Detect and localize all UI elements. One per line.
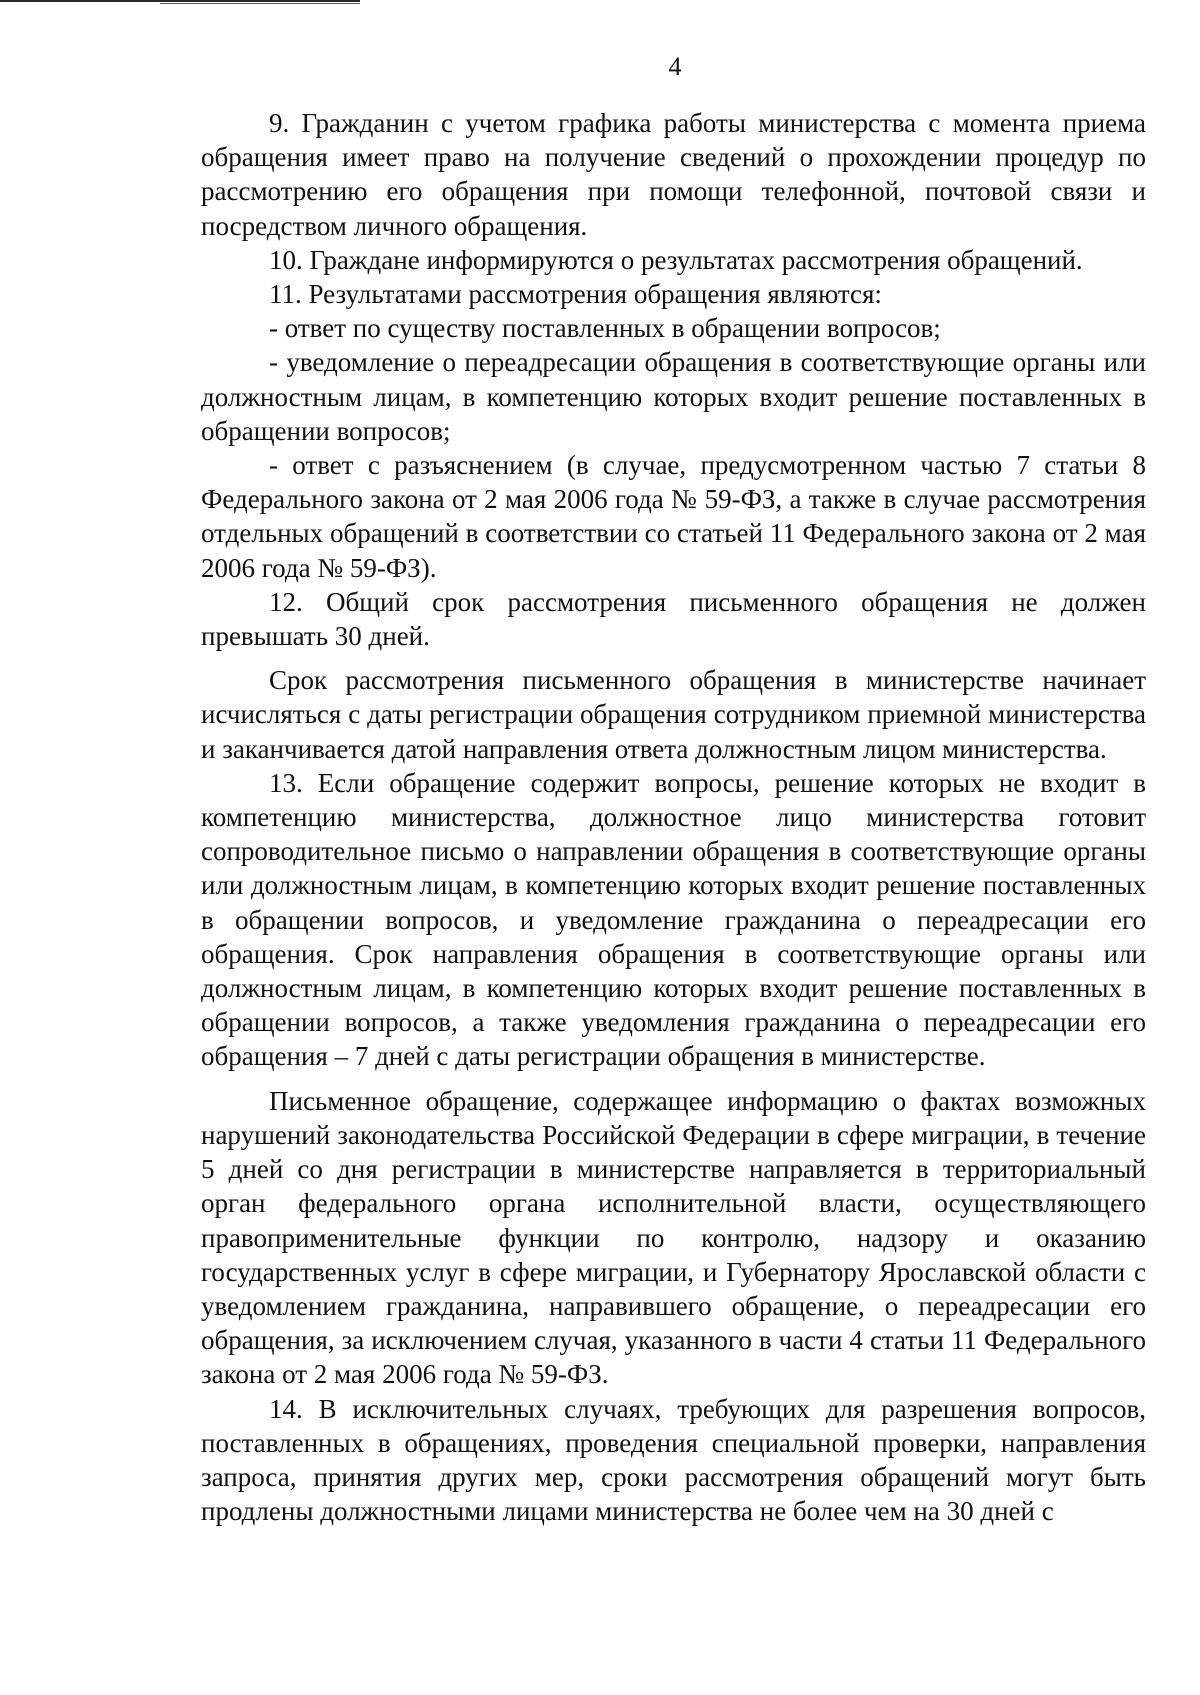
paragraph-9: 9. Гражданин с учетом графика работы министерства с момента приема обращения имеет право на получение сведений о прохождении процедур по рассмотрению его обращения при помощи телефонной, почтовой связи и посредством личного обращения. (201, 108, 1146, 241)
paragraph-10: 10. Граждане информируются о результатах рассмотрения обращений. (269, 244, 1083, 275)
scan-edge-line (0, 0, 360, 2)
paragraph-11: 11. Результатами рассмотрения обращения являются: (269, 279, 882, 310)
scan-edge-line (160, 3, 360, 4)
list-item-explanation: - ответ с разъяснением (в случае, предусмотренном частью 7 статьи 8 Федерального закона от 2 мая 2006 года № 59-ФЗ, а также в случае рассмотрения отдельных обращений в соответствии со статьей 11 Федерального закона от 2 мая 2006 года № 59-ФЗ). (201, 450, 1146, 583)
paragraph-migration: Письменное обращение, содержащее информацию о фактах возможных нарушений законодательства Российской Федерации в сфере миграции, в течение 5 дней со дня регистрации в министерстве направляется в территориальный орган федерального органа исполнительной власти, осуществляющего правоприменительные функции по контролю, надзору и оказанию государственных услуг в сфере миграции, и Губернатору Ярославской области с уведомлением гражданина, направившего обращение, о переадресации его обращения, за исключением случая, указанного в части 4 статьи 11 Федерального закона от 2 мая 2006 года № 59-ФЗ. (201, 1085, 1146, 1390)
paragraph-12: 12. Общий срок рассмотрения письменного обращения не должен превышать 30 дней. (201, 586, 1146, 652)
paragraph-term-start: Срок рассмотрения письменного обращения в министерстве начинает исчисляться с даты регистрации обращения сотрудником приемной министерства и заканчивается датой направления ответа должностным лицом министерства. (201, 665, 1146, 764)
list-item-answer: - ответ по существу поставленных в обращении вопросов; (269, 313, 941, 344)
page-number: 4 (668, 52, 682, 81)
list-item-redirect-notice: - уведомление о переадресации обращения в соответствующие органы или должностным лицам, в компетенцию которых входит решение поставленных в обращении вопросов; (201, 347, 1146, 446)
paragraph-14: 14. В исключительных случаях, требующих для разрешения вопросов, поставленных в обращениях, проведения специальной проверки, направления запроса, принятия других мер, сроки рассмотрения обращений могут быть продлены должностными лицами министерства не более чем на 30 дней с (201, 1393, 1146, 1527)
paragraph-13: 13. Если обращение содержит вопросы, решение которых не входит в компетенцию министерства, должностное лицо министерства готовит сопроводительное письмо о направлении обращения в соответствующие органы или должностным лицам, в компетенцию которых входит решение поставленных в обращении вопросов, и уведомление гражданина о переадресации его обращения. Срок направления обращения в соответствующие органы или должностным лицам, в компетенцию которых входит решение поставленных в обращении вопросов, а также уведомления гражданина о переадресации его обращения – 7 дней с даты регистрации обращения в министерстве. (201, 767, 1146, 1072)
document-body (201, 106, 1146, 1528)
